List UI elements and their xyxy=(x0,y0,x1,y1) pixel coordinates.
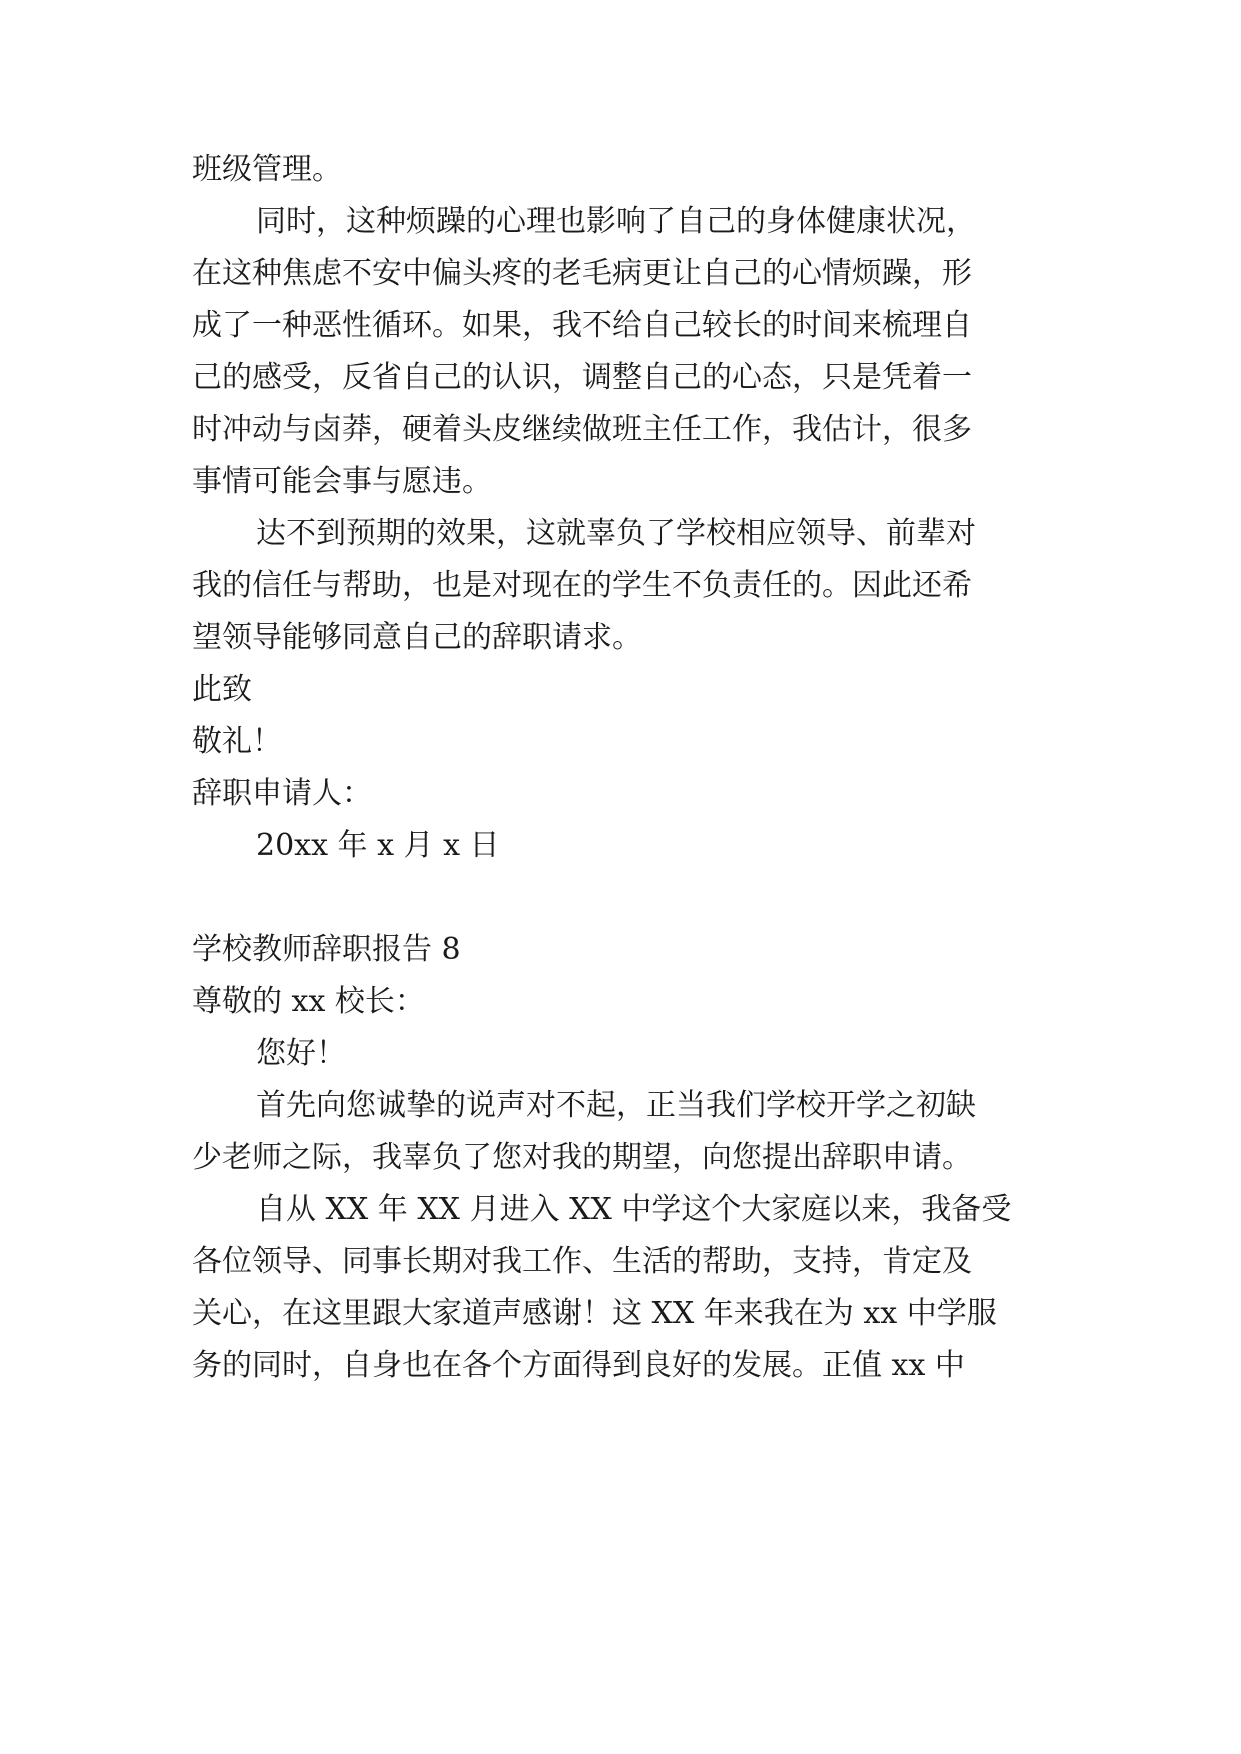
paragraph-line: 己的感受，反省自己的认识，调整自己的心态，只是凭着一 xyxy=(192,360,972,395)
paragraph-line: 望领导能够同意自己的辞职请求。 xyxy=(192,620,642,655)
paragraph-line: 在这种焦虑不安中偏头疼的老毛病更让自己的心情烦躁，形 xyxy=(192,256,972,291)
applicant-label: 辞职申请人： xyxy=(192,776,372,811)
paragraph-line: 事情可能会事与愿违。 xyxy=(192,464,492,499)
paragraph-line: 务的同时，自身也在各个方面得到良好的发展。正值 xx 中 xyxy=(192,1348,965,1383)
paragraph-line: 时冲动与卤莽，硬着头皮继续做班主任工作，我估计，很多 xyxy=(192,412,972,447)
paragraph-line: 班级管理。 xyxy=(192,152,342,187)
paragraph-line: 自从 XX 年 XX 月进入 XX 中学这个大家庭以来，我备受 xyxy=(256,1192,1012,1227)
paragraph-line: 我的信任与帮助，也是对现在的学生不负责任的。因此还希 xyxy=(192,568,972,603)
closing-salutation: 此致 xyxy=(192,672,252,707)
paragraph-line: 各位领导、同事长期对我工作、生活的帮助，支持，肯定及 xyxy=(192,1244,972,1279)
date-line: 20xx 年 x 月 x 日 xyxy=(256,828,500,863)
paragraph-line: 关心，在这里跟大家道声感谢！这 XX 年来我在为 xx 中学服 xyxy=(192,1296,997,1331)
paragraph-line: 少老师之际，我辜负了您对我的期望，向您提出辞职申请。 xyxy=(192,1140,972,1175)
greeting-addressee: 尊敬的 xx 校长： xyxy=(192,984,425,1019)
paragraph-line: 成了一种恶性循环。如果，我不给自己较长的时间来梳理自 xyxy=(192,308,972,343)
greeting: 您好！ xyxy=(256,1036,346,1071)
section-title: 学校教师辞职报告 8 xyxy=(192,932,461,967)
paragraph-line: 同时，这种烦躁的心理也影响了自己的身体健康状况， xyxy=(256,204,976,239)
closing-regards: 敬礼！ xyxy=(192,724,282,759)
paragraph-line: 首先向您诚挚的说声对不起，正当我们学校开学之初缺 xyxy=(256,1088,976,1123)
paragraph-line: 达不到预期的效果，这就辜负了学校相应领导、前辈对 xyxy=(256,516,976,551)
